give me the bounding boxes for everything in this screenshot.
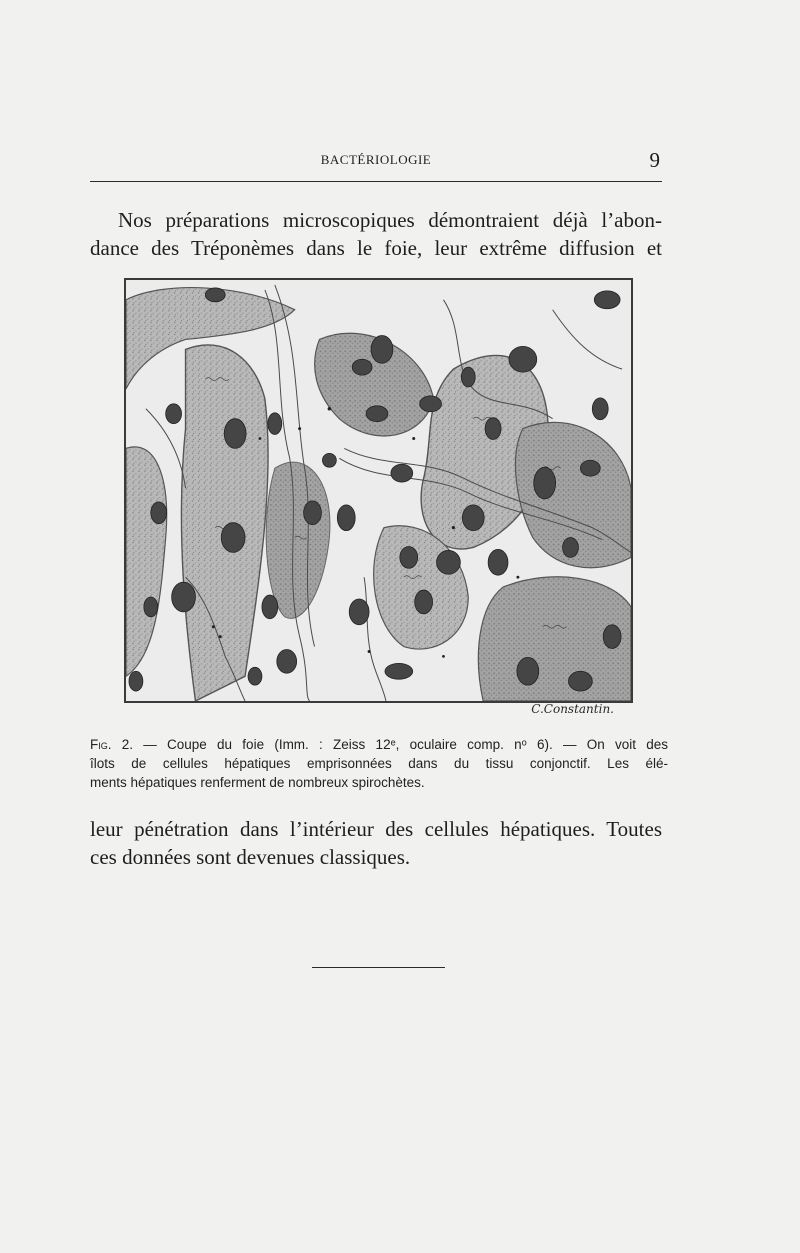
end-rule [312, 967, 445, 968]
running-title: BACTÉRIOLOGIE [320, 152, 432, 167]
paragraph-top [90, 206, 662, 262]
paragraph-top-line-1: Nos préparations microscopiques démontraient déjà l’abon- [118, 208, 662, 232]
header-rule [90, 181, 662, 182]
artist-signature: C.Constantin. [531, 702, 614, 716]
caption-line-2: îlots de cellules hépatiques emprisonnées dans du tissu conjonctif. Les élé- [90, 756, 668, 771]
caption-line-1-text: — Coupe du foie (Imm. : Zeiss 12ᵉ, oculaire comp. nᵒ 6). — On voit des [133, 737, 669, 752]
paragraph-bottom-line-1: leur pénétration dans l’intérieur des cellules hépatiques. Toutes [90, 817, 662, 841]
liver-section-illustration [124, 278, 633, 703]
paragraph-bottom [90, 815, 662, 871]
paragraph-bottom-line-2: ces données sont devenues classiques. [90, 845, 411, 869]
histology-drawing [126, 280, 631, 701]
running-head [90, 150, 662, 180]
page-number: 9 [649, 148, 660, 172]
caption-label: Fig. 2. [90, 737, 134, 752]
caption-line-3: ments hépatiques renferment de nombreux spirochètes. [90, 775, 425, 790]
paragraph-top-line-2: dance des Tréponèmes dans le foie, leur extrême diffusion et [90, 236, 662, 260]
figure-caption [90, 735, 668, 792]
caption-line-1 [90, 735, 668, 754]
